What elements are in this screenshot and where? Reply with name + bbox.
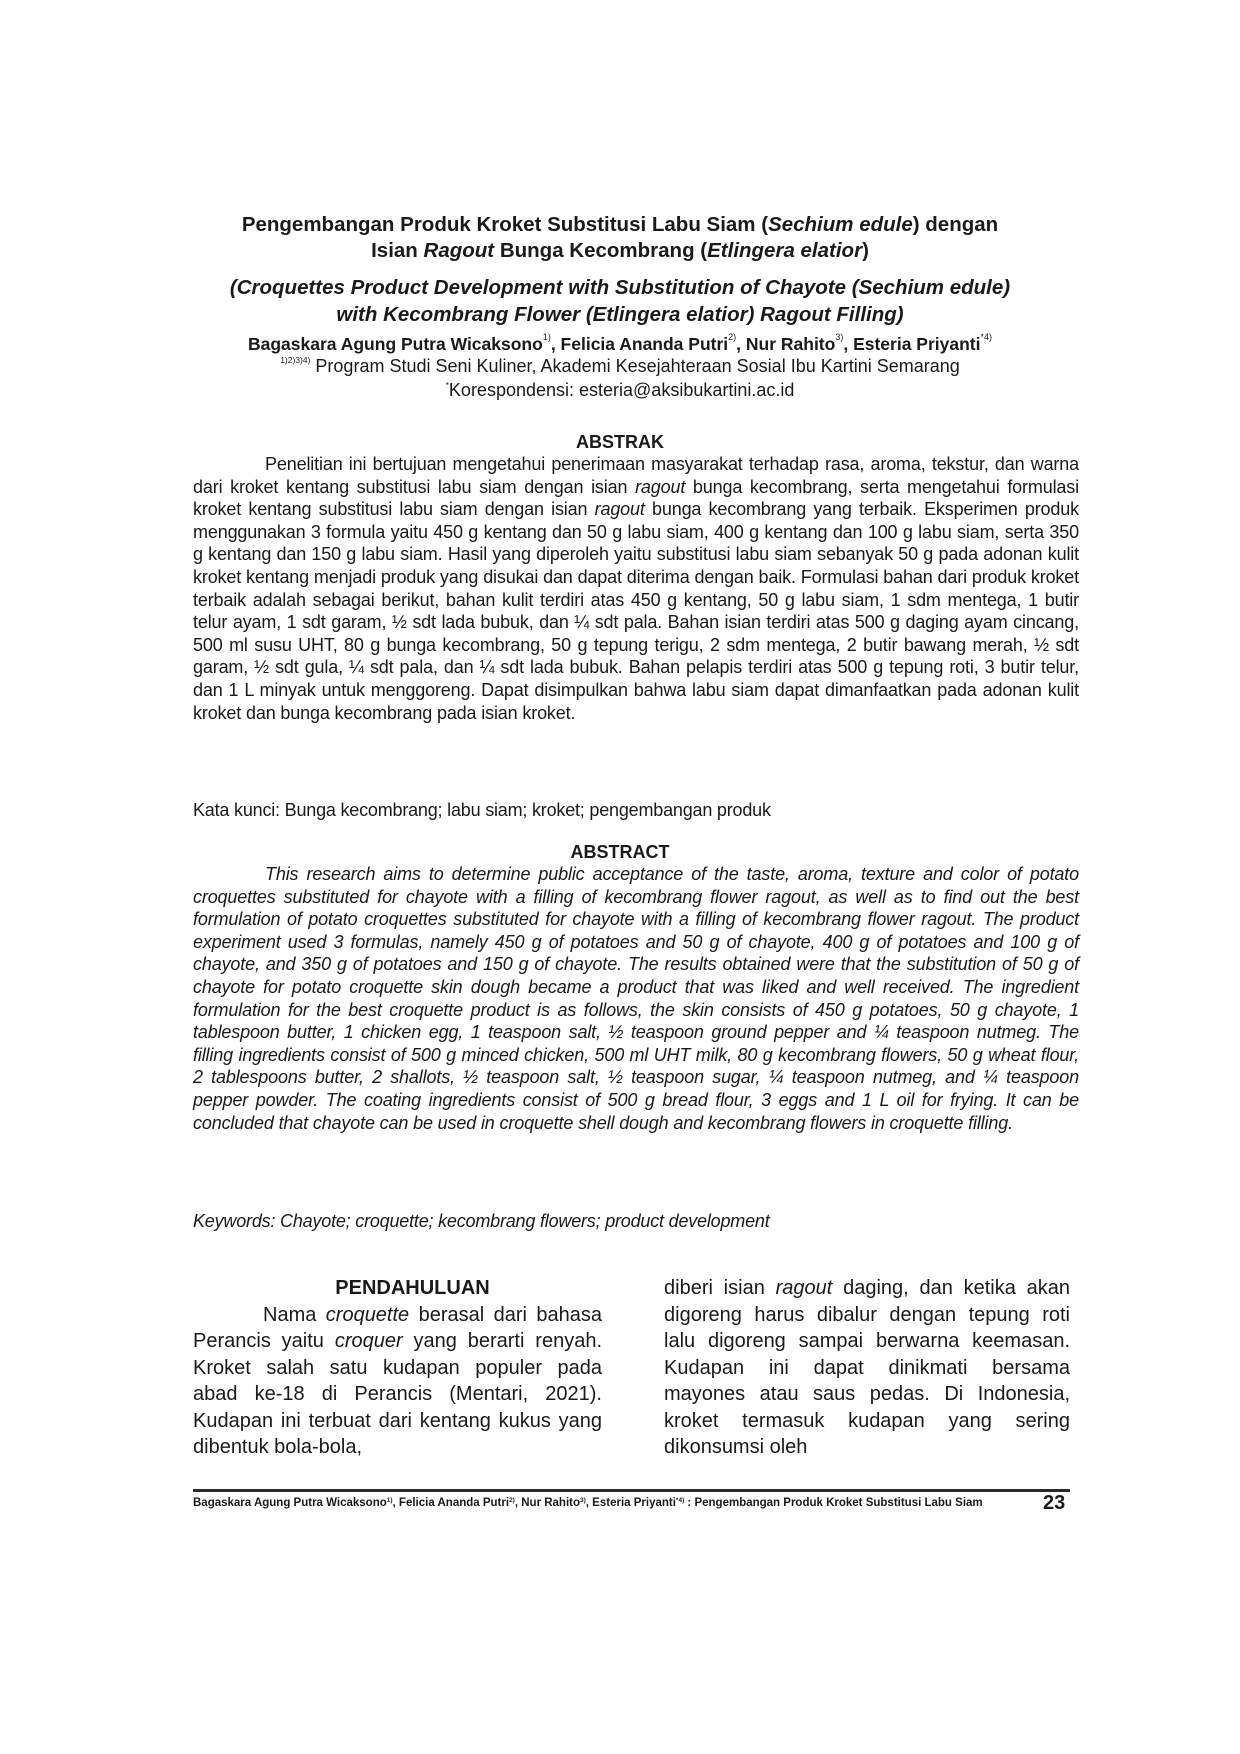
title-id-line1: Pengembangan Produk Kroket Substitusi Labu Siam (Sechium edule) dengan [241,213,999,236]
abstract-body [193,863,1079,1134]
title-en-line1: (Croquettes Product Development with Substitution of Chayote (Sechium edule) [229,276,1011,299]
intro-right-column [664,1275,1070,1461]
running-footer: Bagaskara Agung Putra Wicaksono$^{1)}$, Felicia Ananda Putri$^{2)}$, Nur Rahito$^{3)}$, Esteria Priyanti$^{*4)}$ : Pengembangan Produk Kroket Substitusi Labu Siam [193,1497,983,1509]
page-number: 23 [1043,1492,1066,1514]
intro-paragraph-right: diberi isian ragout daging, dan ketika akan digoreng harus dibalur dengan tepung roti lalu digoreng sampai berwarna keemasan. Kudapan ini dapat dinikmati bersama mayones atau saus pedas. Di Indonesia, kroket termasuk kudapan yang sering dikonsumsi oleh [664,1277,1070,1458]
pendahuluan-heading: PENDAHULUAN [335,1277,490,1299]
abstract-paragraph: This research aims to determine public acceptance of the taste, aroma, texture and color of potato croquettes substituted for chayote with a filling of kecombrang flower ragout, as well as to find out the best formulation of potato croquettes substituted for chayote with a filling of kecombrang flower ragout. The product experiment used 3 formulas, namely 450 g of potatoes and 50 g of chayote, 400 g of potatoes and 100 g of chayote, and 350 g of potatoes and 150 g of chayote. The results obtained were that the substitution of 50 g of chayote for potato croquette skin dough became a product that was liked and well received. The ingredient formulation for the best croquette product is as follows, the skin consists of 450 g potatoes, 50 g chayote, 1 tablespoon butter, 1 chicken egg, 1 teaspoon salt, ½ teaspoon ground pepper and ¼ teaspoon nutmeg. The filling ingredients consist of 500 g minced chicken, 500 ml UHT milk, 80 g kecombrang flowers, 50 g wheat flour, 2 tablespoons butter, 2 shallots, ½ teaspoon salt, ½ teaspoon sugar, ¼ teaspoon nutmeg, and ¼ teaspoon pepper powder. The coating ingredients consist of 500 g bread flour, 3 eggs and 1 L oil for frying. It can be concluded that chayote can be used in croquette shell dough and kecombrang flowers in croquette filling. [193,864,1079,1133]
intro-paragraph-left: Nama croquette berasal dari bahasa Perancis yaitu croquer yang berarti renyah. Kroket salah satu kudapan populer pada abad ke-18 di Perancis (Mentari, 2021). Kudapan ini terbuat dari kentang kukus yang dibentuk bola-bola, [193,1303,603,1458]
title-english [150,274,1090,328]
abstrak-paragraph: Penelitian ini bertujuan mengetahui penerimaan masyarakat terhadap rasa, aroma, tekstur, dan warna dari kroket kentang substitusi labu siam dengan isian ragout bunga kecombrang, serta mengetahui formulasi kroket kentang substitusi labu siam dengan isian ragout bunga kecombrang yang terbaik. Eksperimen produk menggunakan 3 formula yaitu 450 g kentang dan 50 g labu siam, 400 g kentang dan 100 g labu siam, serta 350 g kentang dan 150 g labu siam. Hasil yang diperoleh yaitu substitusi labu siam sebanyak 50 g pada adonan kulit kroket kentang menjadi produk yang disukai dan dapat diterima dengan baik. Formulasi bahan dari produk kroket terbaik adalah sebagai berikut, bahan kulit terdiri atas 450 g kentang, 50 g labu siam, 1 sdm mentega, 1 butir telur ayam, 1 sdt garam, ½ sdt lada bubuk, dan ¼ sdt pala. Bahan isian terdiri atas 500 g daging ayam cincang, 500 ml susu UHT, 80 g bunga kecombrang, 50 g tepung terigu, 2 sdm mentega, 2 butir bawang merah, ½ sdt garam, ½ sdt gula, ¼ sdt pala, dan ¼ sdt lada bubuk. Bahan pelapis terdiri atas 500 g tepung roti, 3 butir telur, dan 1 L minyak untuk menggoreng. Dapat disimpulkan bahwa labu siam dapat dimanfaatkan pada adonan kulit kroket dan bunga kecombrang pada isian kroket. [193,454,1079,723]
title-indonesian [170,212,1070,264]
author-list: Bagaskara Agung Putra Wicaksono$^{1)}$, Felicia Ananda Putri$^{2)}$, Nur Rahito$^{3)}$, Esteria Priyanti$^{*4)}$ [247,332,993,354]
abstract-heading: ABSTRACT [570,842,670,862]
affiliation: $^{1)2)3)4)}$ Program Studi Seni Kuliner, Akademi Kesejahteraan Sosial Ibu Kartini Semarang [280,355,960,376]
footer-rule [193,1489,1070,1492]
keywords: Keywords: Chayote; croquette; kecombrang flowers; product development [193,1211,770,1231]
abstrak-heading: ABSTRAK [576,432,664,452]
intro-left-column [193,1275,602,1461]
kata-kunci: Kata kunci: Bunga kecombrang; labu siam; kroket; pengembangan produk [193,800,771,820]
title-en-line2: with Kecombrang Flower (Etlingera elatior) Ragout Filling) [336,303,904,326]
title-id-line2: Isian Ragout Bunga Kecombrang (Etlingera elatior) [371,239,869,262]
correspondence: *Korespondensi: esteria@aksibukartini.ac.id [445,380,795,400]
abstrak-body [193,453,1079,724]
